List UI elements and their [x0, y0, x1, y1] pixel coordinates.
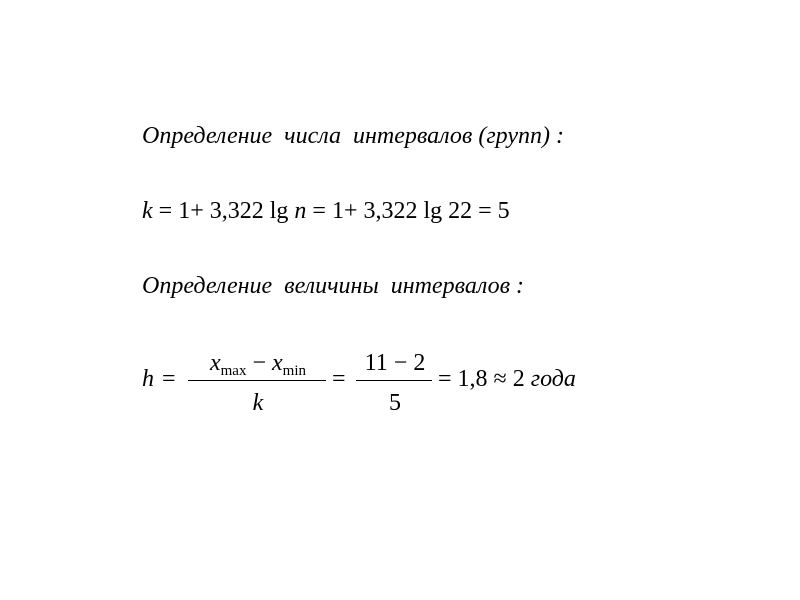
- result-value: = 1,8 ≈ 2: [438, 366, 531, 392]
- formula-h-equals-2: =: [332, 366, 346, 392]
- fraction1-numerator: [190, 348, 326, 381]
- formula-k-expression-part2: = 1+ 3,322 lg 22 = 5: [306, 198, 510, 224]
- numerator-x-max: x: [209, 350, 221, 376]
- formula-h-variable: h: [142, 366, 154, 392]
- heading-interval-count: Определение числа интервалов (групп) :: [142, 123, 565, 149]
- formula-h-result: [438, 364, 576, 394]
- numerator-x-min: x: [272, 350, 283, 376]
- formula-interval-count: [142, 196, 510, 226]
- numerator-minus: −: [246, 350, 273, 376]
- formula-k-variable-n: n: [294, 198, 307, 224]
- fraction2-bar: [356, 380, 432, 381]
- fraction1-bar: [188, 380, 326, 381]
- subscript-min: min: [282, 363, 307, 379]
- fraction2-numerator: 11 − 2: [364, 350, 426, 376]
- formula-k-variable: k: [142, 198, 153, 224]
- heading-interval-size: Определение величины интервалов :: [142, 273, 525, 299]
- formula-k-expression-part1: = 1+ 3,322 lg: [152, 198, 295, 224]
- result-unit: года: [530, 366, 576, 392]
- fraction1-denominator: k: [252, 390, 264, 416]
- fraction2-denominator: 5: [389, 390, 401, 416]
- subscript-max: max: [220, 363, 247, 379]
- formula-h-equals-1: =: [162, 366, 176, 392]
